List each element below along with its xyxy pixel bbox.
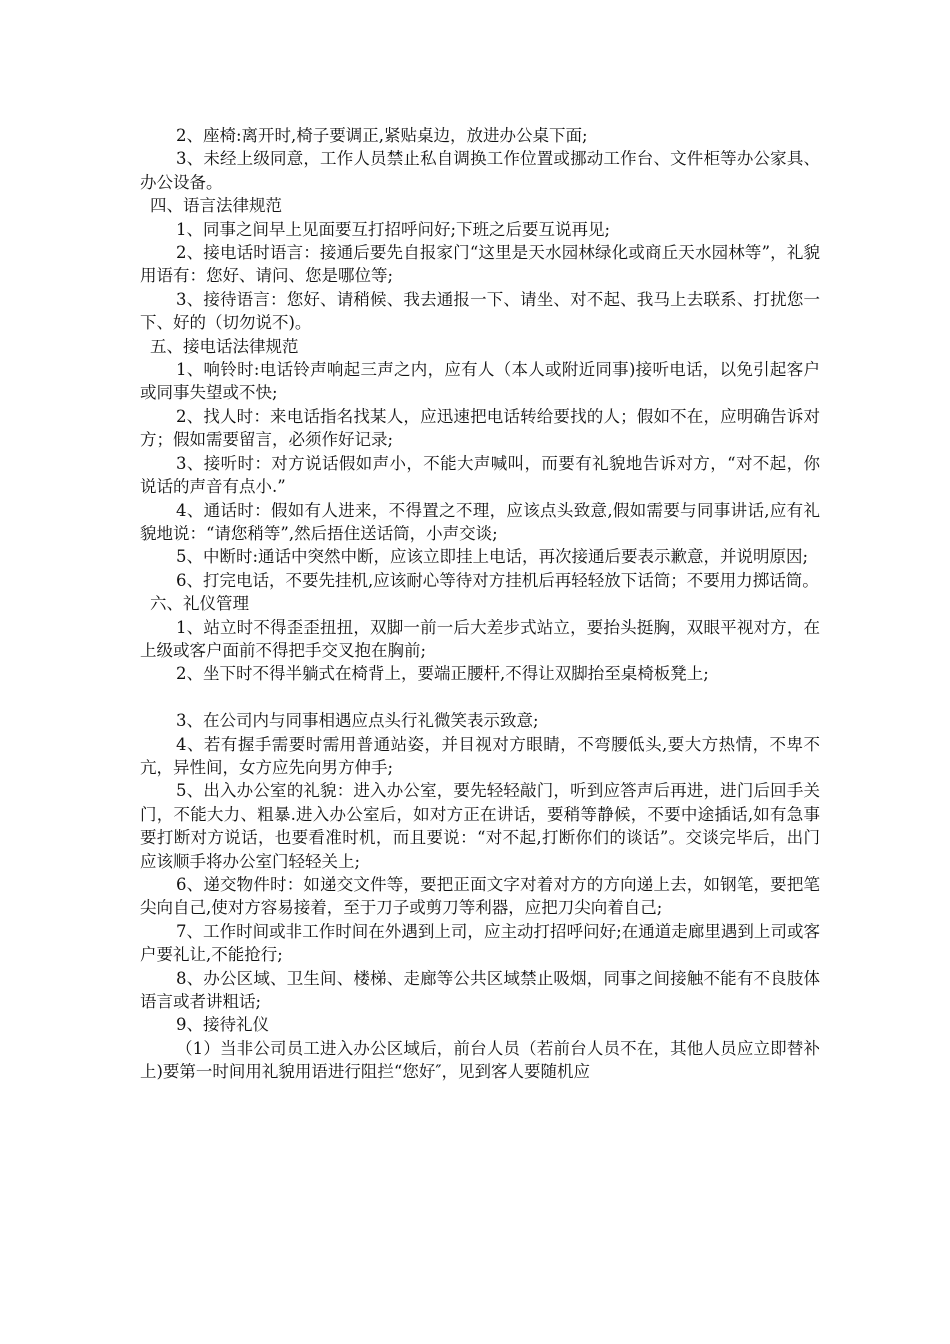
section-heading: 四、语言法律规范 <box>150 196 282 216</box>
paragraph: 1、站立时不得歪歪扭扭，双脚一前一后大差步式站立，要抬头挺胸，双眼平视对方，在上级或客户面前不得把手交叉抱在胸前; <box>140 617 820 660</box>
paragraph: 3、接待语言：您好、请稍候、我去通报一下、请坐、对不起、我马上去联系、打扰您一下、好的（切勿说不)。 <box>140 289 820 333</box>
paragraph: 7、工作时间或非工作时间在外遇到上司，应主动打招呼问好;在通道走廊里遇到上司或客户要礼让,不能抢行; <box>140 921 820 965</box>
paragraph: （1）当非公司员工进入办公区域后，前台人员（若前台人员不在，其他人员应立即替补上)要第一时间用礼貌用语进行阻拦“您好″，见到客人要随机应 <box>140 1038 820 1082</box>
paragraph: 5、中断时:通话中突然中断，应该立即挂上电话，再次接通后要表示歉意，并说明原因; <box>176 547 809 567</box>
paragraph: 4、通话时：假如有人进来，不得置之不理，应该点头致意,假如需要与同事讲话,应有礼貌地说：“请您稍等”,然后捂住送话筒，小声交谈; <box>140 500 820 543</box>
paragraph: 6、递交物件时：如递交文件等，要把正面文字对着对方的方向递上去，如钢笔，要把笔尖向自己,使对方容易接着，至于刀子或剪刀等利器，应把刀尖向着自己; <box>140 874 820 918</box>
paragraph: 3、接听时：对方说话假如声小，不能大声喊叫，而要有礼貌地告诉对方，“对不起，你说话的声音有点小.” <box>140 453 820 497</box>
paragraph: 1、同事之间早上见面要互打招呼问好;下班之后要互说再见; <box>176 219 611 239</box>
paragraph: 4、若有握手需要时需用普通站姿，并目视对方眼睛，不弯腰低头,要大方热情，不卑不亢，异性间，女方应先向男方伸手; <box>140 734 820 777</box>
paragraph: 3、在公司内与同事相遇应点头行礼微笑表示致意; <box>176 711 539 731</box>
section-heading: 六、礼仪管理 <box>150 594 249 614</box>
paragraph: 5、出入办公室的礼貌：进入办公室，要先轻轻敲门，听到应答声后再进，进门后回手关门，不能大力、粗暴.进入办公室后，如对方正在讲话，要稍等静候，不要中途插话,如有急事要打断对方说话，也要看准时机，而且要说：“对不起,打断你们的谈话”。交谈完毕后，出门应该顺手将办公室门轻轻关上; <box>140 781 820 871</box>
blank-line <box>140 686 820 709</box>
paragraph: 2、坐下时不得半躺式在椅背上，要端正腰杆,不得让双脚抬至桌椅板凳上; <box>176 664 709 684</box>
paragraph: 1、响铃时:电话铃声响起三声之内，应有人（本人或附近同事)接听电话，以免引起客户或同事失望或不快; <box>140 360 820 403</box>
paragraph: 2、座椅:离开时,椅子要调正,紧贴桌边，放进办公桌下面; <box>176 126 588 145</box>
paragraph: 2、找人时：来电话指名找某人，应迅速把电话转给要找的人；假如不在，应明确告诉对方；假如需要留言，必须作好记录; <box>140 406 820 450</box>
document-body <box>140 124 820 1084</box>
paragraph: 6、打完电话，不要先挂机,应该耐心等待对方挂机后再轻轻放下话筒；不要用力掷话筒。 <box>176 570 819 590</box>
paragraph: 3、未经上级同意，工作人员禁止私自调换工作位置或挪动工作台、文件柜等办公家具、办公设备。 <box>140 149 820 192</box>
paragraph: 8、办公区域、卫生间、楼梯、走廊等公共区域禁止吸烟，同事之间接触不能有不良肢体语言或者讲粗话; <box>140 968 820 1012</box>
paragraph: 2、接电话时语言：接通后要先自报家门“这里是天水园林绿化或商丘天水园林等”，礼貌用语有：您好、请问、您是哪位等; <box>140 243 820 286</box>
paragraph: 9、接待礼仪 <box>176 1015 269 1035</box>
section-heading: 五、接电话法律规范 <box>150 336 299 356</box>
